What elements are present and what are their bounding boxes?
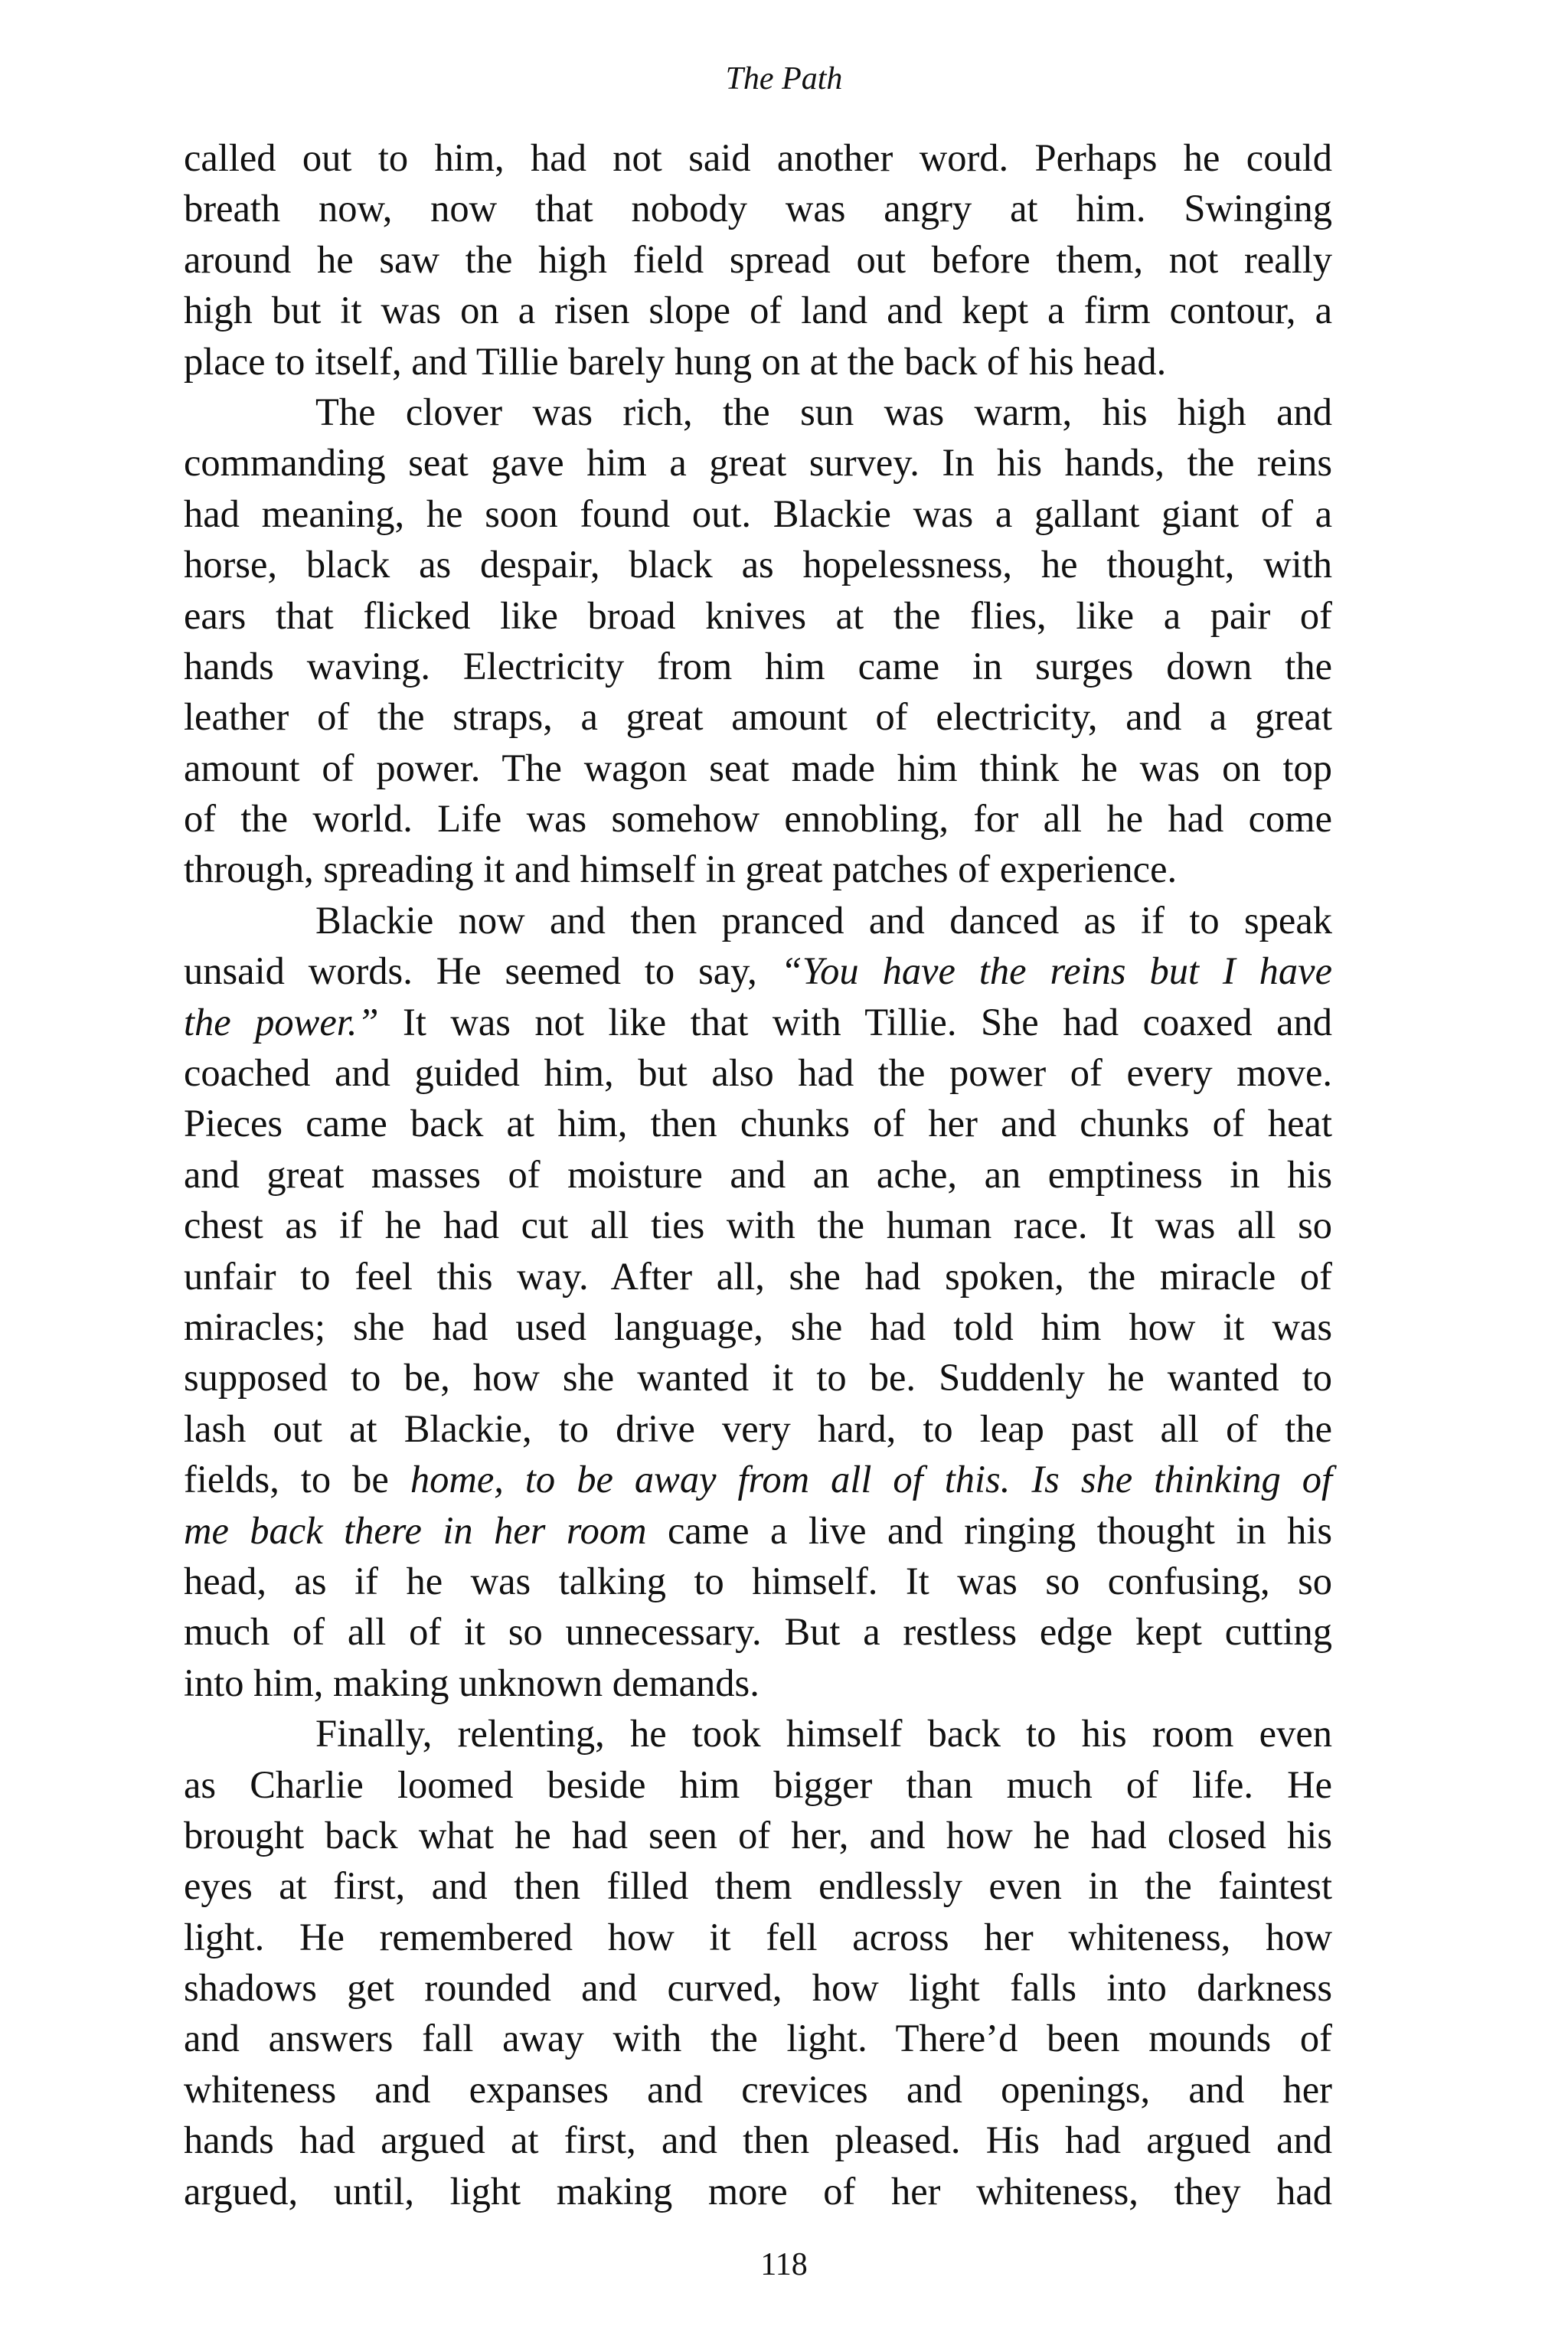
page-number: 118	[760, 2247, 808, 2282]
text-line	[184, 1149, 1332, 1200]
text-segment: coached and guided him, but also had the power of every move.	[184, 1051, 1332, 1095]
body-text	[184, 132, 1332, 2216]
text-line	[184, 285, 1332, 335]
text-segment: argued, until, light making more of her whiteness, they had	[184, 2169, 1332, 2213]
text-line	[184, 183, 1332, 234]
text-line	[184, 1556, 1332, 1606]
text-line	[184, 1810, 1332, 1860]
text-line	[184, 1352, 1332, 1403]
text-line	[184, 590, 1332, 641]
text-segment: had meaning, he soon found out. Blackie was a gallant giant of a	[184, 492, 1332, 535]
text-line	[184, 2166, 1332, 2216]
text-segment: The clover was rich, the sun was warm, his high and	[315, 390, 1332, 433]
text-line	[184, 1606, 1332, 1657]
text-line	[184, 1098, 1332, 1148]
text-line	[184, 1708, 1332, 1759]
text-line	[184, 1505, 1332, 1556]
text-line	[184, 539, 1332, 590]
text-segment: horse, black as despair, black as hopelessness, he thought, with	[184, 543, 1332, 586]
text-line	[184, 1962, 1332, 2013]
text-segment: around he saw the high field spread out before them, not really	[184, 237, 1332, 281]
text-line	[184, 488, 1332, 539]
text-segment: supposed to be, how she wanted it to be. Suddenly he wanted to	[184, 1356, 1332, 1400]
italic-text-segment: home, to be away from all of this. Is she thinking of	[410, 1458, 1332, 1501]
text-segment: chest as if he had cut all ties with the human race. It was all so	[184, 1204, 1332, 1247]
text-segment: light. He remembered how it fell across her whiteness, how	[184, 1915, 1332, 1958]
text-line	[184, 844, 1332, 894]
text-line	[184, 1302, 1332, 1352]
text-segment: miracles; she had used language, she had told him how it was	[184, 1305, 1332, 1348]
text-line	[184, 1912, 1332, 1962]
text-segment: and answers fall away with the light. There’d been mounds of	[184, 2017, 1332, 2060]
text-segment: hands had argued at first, and then pleased. His had argued and	[184, 2118, 1332, 2162]
text-line	[184, 895, 1332, 946]
text-line	[184, 2064, 1332, 2115]
text-segment: as Charlie loomed beside him bigger than much of life. He	[184, 1762, 1332, 1806]
text-segment: lash out at Blackie, to drive very hard, to leap past all of the	[184, 1406, 1332, 1450]
text-segment: hands waving. Electricity from him came in surges down the	[184, 644, 1332, 688]
running-head-title: The Path	[725, 61, 843, 96]
text-line	[184, 1759, 1332, 1810]
text-segment: called out to him, had not said another word. Perhaps he could	[184, 136, 1332, 179]
text-line	[184, 1047, 1332, 1098]
text-segment: fields, to be	[184, 1458, 410, 1501]
text-segment: leather of the straps, a great amount of electricity, and a great	[184, 695, 1332, 739]
text-segment: came a live and ringing thought in his	[646, 1508, 1332, 1552]
italic-text-segment: “You have the reins but I have	[780, 949, 1332, 993]
text-line	[184, 1403, 1332, 1454]
text-line	[184, 1251, 1332, 1302]
text-segment: high but it was on a risen slope of land and kept a firm contour, a	[184, 289, 1332, 332]
text-line	[184, 1200, 1332, 1250]
text-segment: breath now, now that nobody was angry at him. Swinging	[184, 187, 1332, 230]
italic-text-segment: me back there in her room	[184, 1508, 647, 1552]
text-segment: and great masses of moisture and an ache, an emptiness in his	[184, 1152, 1332, 1196]
text-segment: unfair to feel this way. After all, she had spoken, the miracle of	[184, 1254, 1332, 1298]
text-segment: unsaid words. He seemed to say,	[184, 949, 781, 993]
text-segment: eyes at first, and then filled them endlessly even in the faintest	[184, 1864, 1332, 1908]
text-line	[184, 691, 1332, 742]
text-segment: through, spreading it and himself in great patches of experience.	[184, 848, 1178, 891]
text-segment: head, as if he was talking to himself. It was so confusing, so	[184, 1559, 1332, 1602]
text-segment: ears that flicked like broad knives at the flies, like a pair of	[184, 593, 1332, 637]
italic-text-segment: the power.”	[184, 1000, 379, 1044]
text-segment: into him, making unknown demands.	[184, 1661, 760, 1704]
text-segment: of the world. Life was somehow ennobling, for all he had come	[184, 797, 1332, 841]
text-line	[184, 743, 1332, 793]
text-segment: brought back what he had seen of her, and how he had closed his	[184, 1813, 1332, 1857]
text-segment: much of all of it so unnecessary. But a restless edge kept cutting	[184, 1610, 1332, 1654]
text-line	[184, 641, 1332, 691]
text-segment: It was not like that with Tillie. She had coaxed and	[378, 1000, 1333, 1044]
text-segment: amount of power. The wagon seat made him think he was on top	[184, 746, 1332, 789]
text-line	[184, 997, 1332, 1047]
text-segment: Blackie now and then pranced and danced as if to speak	[315, 898, 1332, 942]
text-line	[184, 2013, 1332, 2063]
text-segment: commanding seat gave him a great survey. In his hands, the reins	[184, 441, 1332, 485]
text-line	[184, 1658, 1332, 1708]
text-segment: Pieces came back at him, then chunks of her and chunks of heat	[184, 1102, 1332, 1145]
text-segment: shadows get rounded and curved, how light falls into darkness	[184, 1966, 1332, 2010]
text-line	[184, 387, 1332, 437]
text-line	[184, 336, 1332, 387]
text-line	[184, 437, 1332, 488]
text-line	[184, 946, 1332, 996]
text-line	[184, 132, 1332, 183]
text-line	[184, 234, 1332, 285]
text-line	[184, 1860, 1332, 1911]
text-segment: whiteness and expanses and crevices and openings, and her	[184, 2067, 1332, 2111]
text-line	[184, 2115, 1332, 2165]
text-segment: Finally, relenting, he took himself back to his room even	[315, 1712, 1332, 1756]
text-line	[184, 1454, 1332, 1504]
text-line	[184, 793, 1332, 844]
text-segment: place to itself, and Tillie barely hung on at the back of his head.	[184, 339, 1167, 383]
